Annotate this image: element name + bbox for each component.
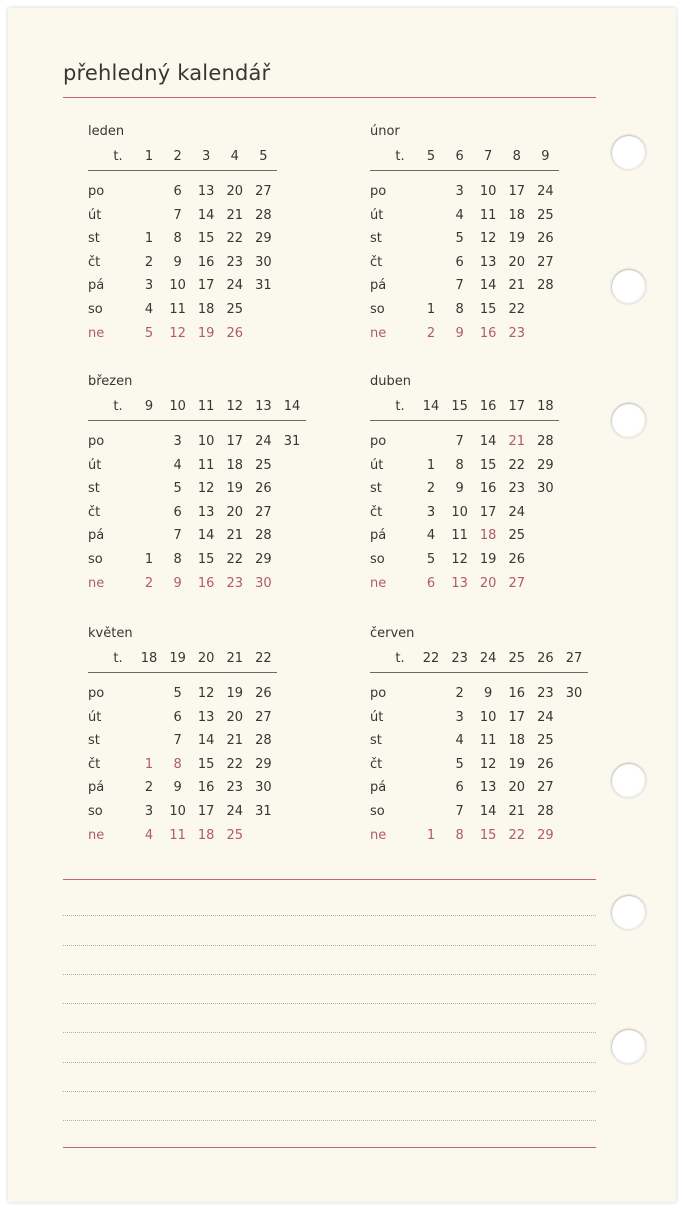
day-name: st: [370, 733, 382, 749]
binder-hole: [612, 136, 646, 170]
date-cell[interactable]: 21: [226, 207, 244, 223]
day-name: so: [88, 302, 103, 317]
date-cell[interactable]: 13: [197, 504, 215, 520]
date-cell[interactable]: 1: [426, 827, 436, 843]
date-cell[interactable]: 7: [455, 434, 464, 449]
date-cell[interactable]: 26: [537, 756, 554, 772]
date-cell[interactable]: 24: [537, 184, 554, 199]
month-name: březen: [88, 374, 133, 389]
binder-hole: [612, 404, 646, 438]
date-cell[interactable]: 4: [144, 302, 154, 317]
date-cell[interactable]: 11: [479, 733, 497, 749]
date-cell[interactable]: 26: [508, 552, 526, 567]
notes-top-rule: [63, 879, 596, 880]
week-label: t.: [113, 651, 123, 666]
date-cell[interactable]: 10: [479, 184, 497, 199]
date-cell[interactable]: 1: [426, 302, 436, 317]
date-cell[interactable]: 11: [169, 302, 186, 317]
note-line[interactable]: [63, 1032, 596, 1033]
week-number: 5: [259, 149, 268, 164]
week-header-rule: [88, 672, 277, 673]
day-name: so: [370, 804, 385, 819]
date-cell[interactable]: 30: [255, 780, 272, 796]
date-cell[interactable]: 28: [537, 804, 554, 819]
week-number: 10: [169, 399, 186, 414]
date-cell[interactable]: 22: [226, 552, 244, 567]
date-cell[interactable]: 3: [144, 278, 154, 294]
day-name: st: [88, 231, 100, 247]
date-cell[interactable]: 6: [426, 575, 436, 591]
notes-bottom-rule: [63, 1147, 596, 1148]
date-cell[interactable]: 22: [226, 231, 244, 247]
date-cell[interactable]: 11: [197, 457, 215, 473]
date-cell[interactable]: 19: [197, 325, 215, 341]
date-cell[interactable]: 28: [255, 207, 272, 223]
week-number: 16: [479, 399, 497, 414]
date-cell[interactable]: 2: [426, 325, 436, 341]
date-cell[interactable]: 15: [479, 827, 497, 843]
date-cell[interactable]: 20: [226, 184, 244, 199]
date-cell[interactable]: 29: [255, 231, 272, 247]
week-number: 19: [169, 651, 186, 666]
date-cell[interactable]: 15: [197, 756, 215, 772]
day-name: út: [370, 207, 384, 223]
date-cell[interactable]: 14: [197, 207, 215, 223]
date-cell[interactable]: 10: [197, 434, 215, 449]
month-duben: [345, 374, 630, 604]
date-cell[interactable]: 2: [426, 481, 436, 497]
week-number: 21: [226, 651, 244, 666]
date-cell[interactable]: 23: [508, 481, 526, 497]
month-leden: [63, 124, 348, 354]
day-name: út: [370, 457, 384, 473]
date-cell[interactable]: 6: [173, 709, 182, 725]
date-cell[interactable]: 14: [197, 733, 215, 749]
week-number: 2: [173, 149, 182, 164]
date-cell[interactable]: 7: [173, 528, 182, 544]
week-label: t.: [113, 149, 123, 164]
week-number: 11: [197, 399, 215, 414]
month-name: květen: [88, 626, 133, 641]
date-cell[interactable]: 19: [226, 481, 244, 497]
date-cell[interactable]: 24: [537, 709, 554, 725]
date-cell[interactable]: 20: [479, 575, 497, 591]
week-number: 22: [422, 651, 440, 666]
date-cell[interactable]: 13: [197, 709, 215, 725]
date-cell[interactable]: 12: [451, 552, 468, 567]
date-cell[interactable]: 20: [508, 780, 526, 796]
title-rule: [63, 97, 596, 98]
day-name: pá: [370, 528, 387, 544]
date-cell[interactable]: 29: [537, 827, 554, 843]
date-cell[interactable]: 19: [508, 756, 526, 772]
date-cell[interactable]: 12: [479, 756, 497, 772]
day-name: st: [370, 231, 382, 247]
week-number: 18: [140, 651, 158, 666]
date-cell[interactable]: 27: [537, 780, 554, 796]
date-cell[interactable]: 7: [455, 804, 464, 819]
date-cell[interactable]: 18: [197, 302, 215, 317]
date-cell[interactable]: 8: [173, 231, 182, 247]
day-name: čt: [370, 254, 383, 270]
date-cell[interactable]: 16: [508, 686, 526, 701]
date-cell[interactable]: 3: [455, 184, 464, 199]
date-cell[interactable]: 24: [226, 804, 244, 819]
day-name: čt: [370, 756, 383, 772]
day-name: ne: [370, 827, 387, 843]
week-label: t.: [395, 651, 405, 666]
date-cell[interactable]: 24: [255, 434, 272, 449]
date-cell[interactable]: 25: [537, 733, 554, 749]
date-cell[interactable]: 6: [455, 780, 464, 796]
date-cell[interactable]: 20: [226, 709, 244, 725]
date-cell[interactable]: 3: [426, 504, 436, 520]
date-cell[interactable]: 8: [455, 457, 464, 473]
date-cell[interactable]: 27: [537, 254, 554, 270]
date-cell[interactable]: 9: [173, 575, 182, 591]
date-cell[interactable]: 16: [479, 325, 497, 341]
day-name: po: [370, 686, 387, 701]
date-cell[interactable]: 9: [173, 254, 182, 270]
date-cell[interactable]: 16: [197, 780, 215, 796]
date-cell[interactable]: 30: [565, 686, 583, 701]
day-name: so: [370, 552, 385, 567]
week-number: 27: [565, 651, 583, 666]
week-label: t.: [395, 149, 405, 164]
date-cell[interactable]: 29: [255, 756, 272, 772]
week-number: 25: [508, 651, 526, 666]
date-cell[interactable]: 27: [508, 575, 526, 591]
day-name: čt: [370, 504, 383, 520]
date-cell[interactable]: 1: [144, 756, 154, 772]
planner-page: [8, 8, 676, 1202]
day-name: pá: [370, 780, 387, 796]
date-cell[interactable]: 10: [451, 504, 468, 520]
date-cell[interactable]: 15: [197, 552, 215, 567]
date-cell[interactable]: 25: [255, 457, 272, 473]
date-cell[interactable]: 14: [479, 434, 497, 449]
week-label: t.: [395, 399, 405, 414]
date-cell[interactable]: 22: [226, 756, 244, 772]
day-name: ne: [370, 325, 387, 341]
date-cell[interactable]: 29: [255, 552, 272, 567]
day-name: st: [88, 481, 100, 497]
week-number: 3: [202, 149, 211, 164]
day-name: ne: [88, 325, 105, 341]
date-cell[interactable]: 26: [255, 481, 272, 497]
week-label: t.: [113, 399, 123, 414]
date-cell[interactable]: 28: [537, 434, 554, 449]
date-cell[interactable]: 12: [479, 231, 497, 247]
date-cell[interactable]: 25: [537, 207, 554, 223]
week-number: 18: [537, 399, 554, 414]
week-number: 23: [451, 651, 468, 666]
day-name: čt: [88, 254, 101, 270]
day-name: st: [370, 481, 382, 497]
date-cell[interactable]: 5: [173, 481, 182, 497]
date-cell[interactable]: 12: [197, 481, 215, 497]
week-number: 1: [144, 149, 154, 164]
date-cell[interactable]: 1: [426, 457, 436, 473]
date-cell[interactable]: 4: [173, 457, 182, 473]
note-line[interactable]: [63, 1062, 596, 1063]
day-name: pá: [370, 278, 387, 294]
week-number: 22: [255, 651, 272, 666]
date-cell[interactable]: 18: [197, 827, 215, 843]
date-cell[interactable]: 31: [283, 434, 301, 449]
date-cell[interactable]: 23: [508, 325, 526, 341]
week-number: 14: [283, 399, 301, 414]
day-name: čt: [88, 504, 101, 520]
month-name: duben: [370, 374, 411, 389]
week-number: 7: [484, 149, 493, 164]
date-cell[interactable]: 11: [451, 528, 468, 544]
day-name: po: [88, 686, 105, 701]
date-cell[interactable]: 11: [169, 827, 186, 843]
date-cell[interactable]: 8: [173, 552, 182, 567]
date-cell[interactable]: 22: [508, 827, 526, 843]
date-cell[interactable]: 21: [226, 528, 244, 544]
week-header-rule: [370, 170, 559, 171]
date-cell[interactable]: 14: [479, 804, 497, 819]
note-line[interactable]: [63, 915, 596, 916]
week-number: 20: [197, 651, 215, 666]
day-name: čt: [88, 756, 101, 772]
page-title: přehledný kalendář: [63, 61, 271, 85]
week-header-rule: [370, 672, 588, 673]
date-cell[interactable]: 17: [197, 278, 215, 294]
date-cell[interactable]: 5: [426, 552, 436, 567]
binder-hole: [612, 1030, 646, 1064]
day-name: pá: [88, 278, 105, 294]
date-cell[interactable]: 11: [479, 207, 497, 223]
day-name: so: [370, 302, 385, 317]
date-cell[interactable]: 28: [255, 733, 272, 749]
date-cell[interactable]: 8: [455, 302, 464, 317]
date-cell[interactable]: 28: [537, 278, 554, 294]
date-cell[interactable]: 2: [144, 254, 154, 270]
week-number: 9: [541, 149, 550, 164]
week-number: 14: [422, 399, 440, 414]
date-cell[interactable]: 7: [173, 207, 182, 223]
date-cell[interactable]: 5: [173, 686, 182, 701]
date-cell[interactable]: 17: [226, 434, 244, 449]
date-cell[interactable]: 3: [173, 434, 182, 449]
date-cell[interactable]: 6: [173, 504, 182, 520]
day-name: so: [88, 804, 103, 819]
date-cell[interactable]: 26: [537, 231, 554, 247]
date-cell[interactable]: 4: [455, 733, 464, 749]
date-cell[interactable]: 27: [255, 504, 272, 520]
date-cell[interactable]: 25: [226, 827, 244, 843]
week-number: 6: [455, 149, 464, 164]
date-cell[interactable]: 21: [226, 733, 244, 749]
date-cell[interactable]: 25: [508, 528, 526, 544]
date-cell[interactable]: 15: [479, 457, 497, 473]
date-cell[interactable]: 27: [255, 709, 272, 725]
date-cell[interactable]: 12: [169, 325, 186, 341]
note-line[interactable]: [63, 974, 596, 975]
date-cell[interactable]: 21: [508, 434, 526, 449]
date-cell[interactable]: 23: [226, 254, 244, 270]
week-header-rule: [88, 170, 277, 171]
week-number: 17: [508, 399, 526, 414]
date-cell[interactable]: 18: [508, 733, 526, 749]
date-cell[interactable]: 17: [479, 504, 497, 520]
binder-hole: [612, 270, 646, 304]
date-cell[interactable]: 3: [455, 709, 464, 725]
date-cell[interactable]: 4: [144, 827, 154, 843]
date-cell[interactable]: 6: [173, 184, 182, 199]
day-name: ne: [370, 575, 387, 591]
day-name: po: [370, 434, 387, 449]
date-cell[interactable]: 13: [197, 184, 215, 199]
date-cell[interactable]: 27: [255, 184, 272, 199]
date-cell[interactable]: 18: [508, 207, 526, 223]
month-name: červen: [370, 626, 415, 641]
date-cell[interactable]: 2: [144, 780, 154, 796]
day-name: po: [370, 184, 387, 199]
day-name: pá: [88, 780, 105, 796]
date-cell[interactable]: 14: [197, 528, 215, 544]
date-cell[interactable]: 19: [226, 686, 244, 701]
date-cell[interactable]: 1: [144, 231, 154, 247]
day-name: ne: [88, 827, 105, 843]
date-cell[interactable]: 9: [455, 481, 464, 497]
date-cell[interactable]: 30: [255, 575, 272, 591]
date-cell[interactable]: 7: [173, 733, 182, 749]
date-cell[interactable]: 22: [508, 457, 526, 473]
date-cell[interactable]: 16: [479, 481, 497, 497]
date-cell[interactable]: 20: [508, 254, 526, 270]
date-cell[interactable]: 26: [226, 325, 244, 341]
date-cell[interactable]: 16: [197, 254, 215, 270]
day-name: st: [88, 733, 100, 749]
week-number: 13: [255, 399, 272, 414]
date-cell[interactable]: 12: [197, 686, 215, 701]
note-line[interactable]: [63, 1091, 596, 1092]
week-header-rule: [370, 420, 559, 421]
month-červen: [345, 626, 630, 856]
month-květen: [63, 626, 348, 856]
date-cell[interactable]: 9: [484, 686, 493, 701]
date-cell[interactable]: 15: [479, 302, 497, 317]
date-cell[interactable]: 8: [455, 827, 464, 843]
date-cell[interactable]: 31: [255, 278, 272, 294]
date-cell[interactable]: 7: [455, 278, 464, 294]
date-cell[interactable]: 1: [144, 552, 154, 567]
day-name: pá: [88, 528, 105, 544]
day-name: so: [88, 552, 103, 567]
date-cell[interactable]: 13: [479, 780, 497, 796]
week-number: 26: [537, 651, 554, 666]
day-name: út: [88, 457, 102, 473]
date-cell[interactable]: 26: [255, 686, 272, 701]
month-únor: [345, 124, 630, 354]
date-cell[interactable]: 17: [508, 184, 526, 199]
date-cell[interactable]: 23: [226, 575, 244, 591]
date-cell[interactable]: 16: [197, 575, 215, 591]
date-cell[interactable]: 30: [537, 481, 554, 497]
month-name: leden: [88, 124, 125, 139]
date-cell[interactable]: 19: [508, 231, 526, 247]
note-line[interactable]: [63, 1120, 596, 1121]
date-cell[interactable]: 13: [479, 254, 497, 270]
date-cell[interactable]: 15: [197, 231, 215, 247]
date-cell[interactable]: 5: [455, 756, 464, 772]
date-cell[interactable]: 21: [508, 804, 526, 819]
date-cell[interactable]: 9: [173, 780, 182, 796]
binder-hole: [612, 764, 646, 798]
day-name: ne: [88, 575, 105, 591]
week-number: 5: [426, 149, 436, 164]
date-cell[interactable]: 20: [226, 504, 244, 520]
date-cell[interactable]: 18: [479, 528, 497, 544]
date-cell[interactable]: 9: [455, 325, 464, 341]
week-number: 9: [144, 399, 154, 414]
date-cell[interactable]: 2: [455, 686, 464, 701]
date-cell[interactable]: 22: [508, 302, 526, 317]
date-cell[interactable]: 21: [508, 278, 526, 294]
date-cell[interactable]: 28: [255, 528, 272, 544]
date-cell[interactable]: 17: [508, 709, 526, 725]
month-březen: [63, 374, 348, 604]
date-cell[interactable]: 6: [455, 254, 464, 270]
date-cell[interactable]: 13: [451, 575, 468, 591]
day-name: po: [88, 184, 105, 199]
date-cell[interactable]: 4: [426, 528, 436, 544]
date-cell[interactable]: 18: [226, 457, 244, 473]
date-cell[interactable]: 5: [455, 231, 464, 247]
date-cell[interactable]: 24: [226, 278, 244, 294]
note-line[interactable]: [63, 945, 596, 946]
date-cell[interactable]: 8: [173, 756, 182, 772]
date-cell[interactable]: 31: [255, 804, 272, 819]
day-name: út: [88, 207, 102, 223]
date-cell[interactable]: 25: [226, 302, 244, 317]
binder-hole: [612, 896, 646, 930]
month-name: únor: [370, 124, 400, 139]
date-cell[interactable]: 19: [479, 552, 497, 567]
date-cell[interactable]: 14: [479, 278, 497, 294]
date-cell[interactable]: 24: [508, 504, 526, 520]
date-cell[interactable]: 10: [169, 278, 186, 294]
week-header-rule: [88, 420, 306, 421]
date-cell[interactable]: 23: [226, 780, 244, 796]
date-cell[interactable]: 29: [537, 457, 554, 473]
date-cell[interactable]: 23: [537, 686, 554, 701]
week-number: 24: [479, 651, 497, 666]
date-cell[interactable]: 3: [144, 804, 154, 819]
note-line[interactable]: [63, 1003, 596, 1004]
date-cell[interactable]: 2: [144, 575, 154, 591]
week-number: 4: [230, 149, 239, 164]
week-number: 8: [512, 149, 521, 164]
date-cell[interactable]: 17: [197, 804, 215, 819]
day-name: út: [370, 709, 384, 725]
date-cell[interactable]: 4: [455, 207, 464, 223]
date-cell[interactable]: 5: [144, 325, 154, 341]
date-cell[interactable]: 10: [479, 709, 497, 725]
date-cell[interactable]: 10: [169, 804, 186, 819]
date-cell[interactable]: 30: [255, 254, 272, 270]
week-number: 15: [451, 399, 468, 414]
day-name: út: [88, 709, 102, 725]
day-name: po: [88, 434, 105, 449]
week-number: 12: [226, 399, 244, 414]
